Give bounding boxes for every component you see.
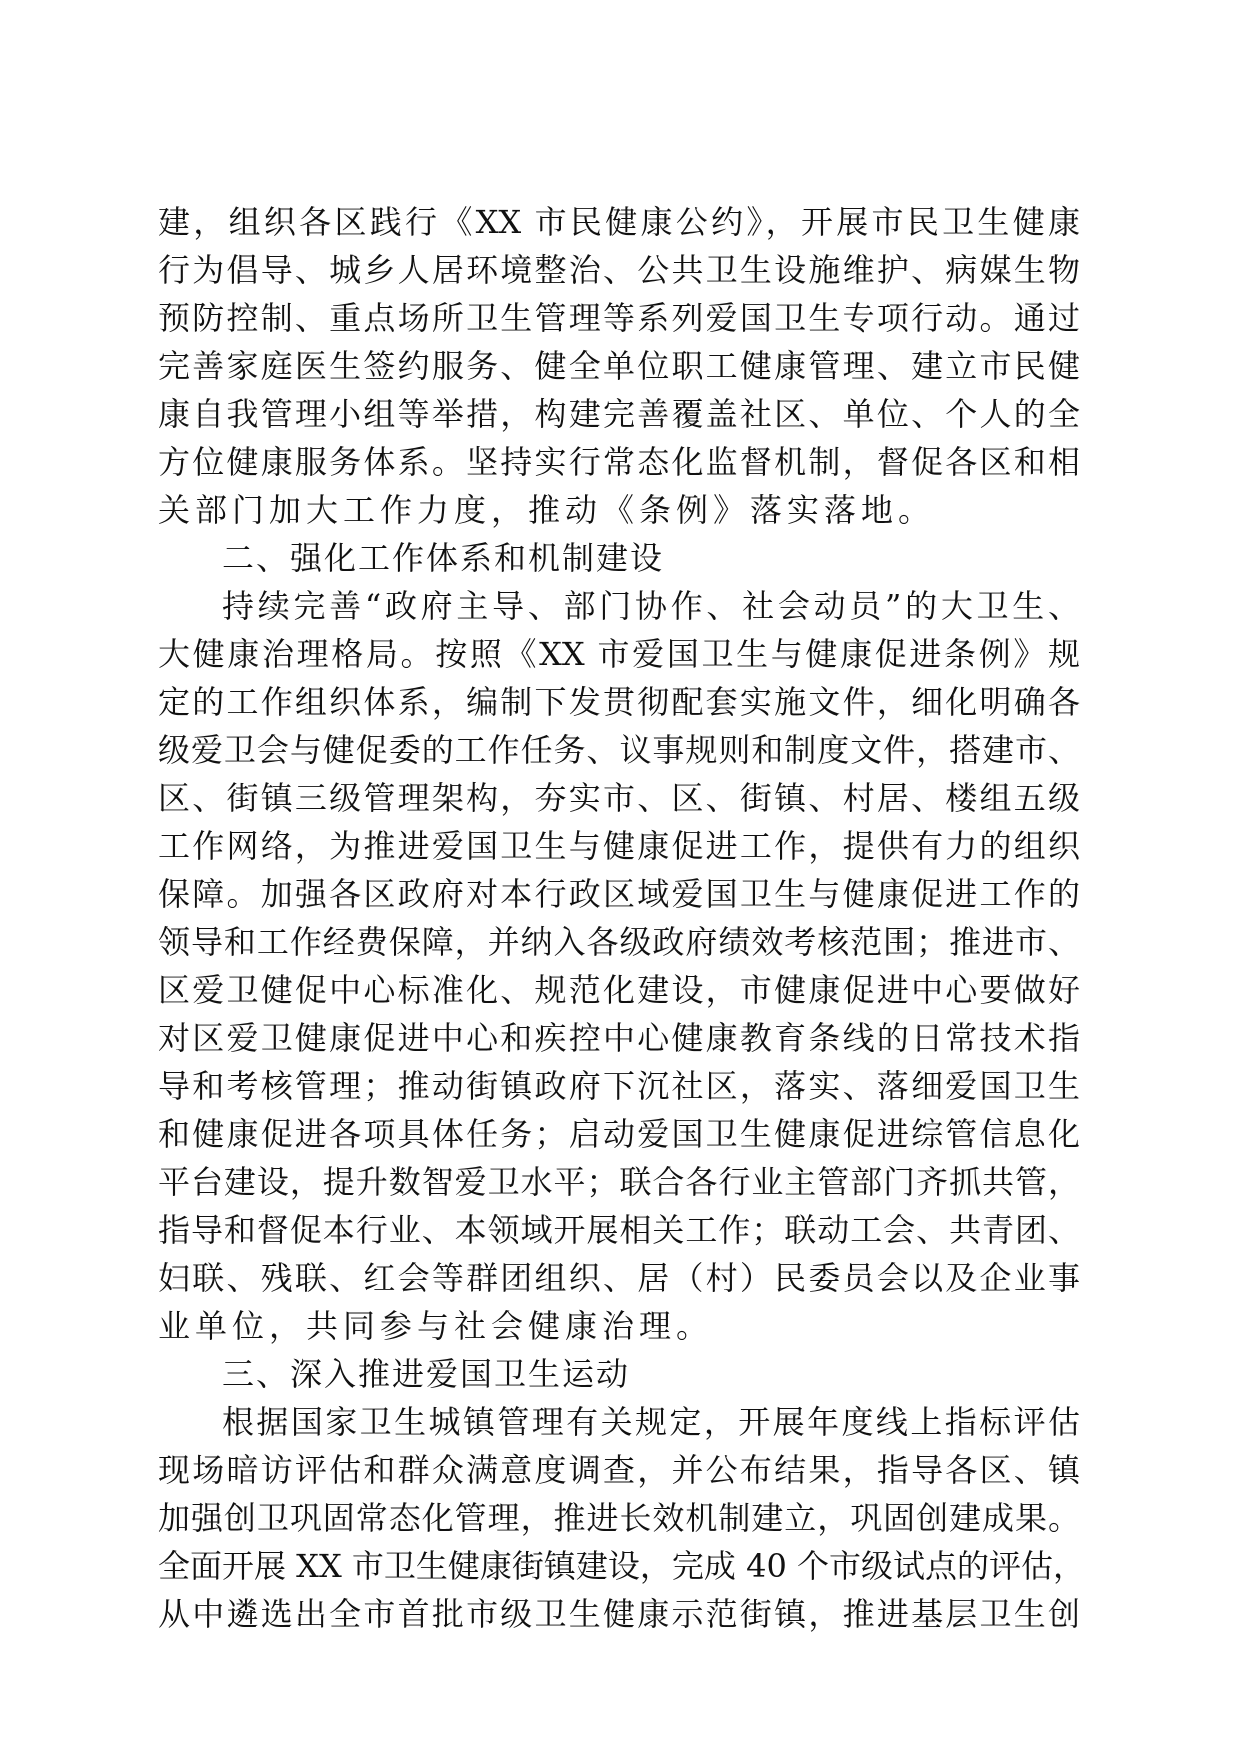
paragraph-line: 平台建设，提升数智爱卫水平；联合各行业主管部门齐抓共管， bbox=[158, 1163, 1080, 1201]
paragraph-line: 方位健康服务体系。坚持实行常态化监督机制，督促各区和相 bbox=[158, 443, 1080, 481]
paragraph-line: 建，组织各区践行《XX 市民健康公约》，开展市民卫生健康 bbox=[158, 203, 1080, 241]
paragraph-line: 对区爱卫健康促进中心和疾控中心健康教育条线的日常技术指 bbox=[158, 1019, 1080, 1057]
paragraph-line: 全面开展 XX 市卫生健康街镇建设，完成 40 个市级试点的评估， bbox=[158, 1547, 1085, 1585]
paragraph-line: 导和考核管理；推动街镇政府下沉社区，落实、落细爱国卫生 bbox=[158, 1067, 1080, 1105]
paragraph-line: 和健康促进各项具体任务；启动爱国卫生健康促进综管信息化 bbox=[158, 1115, 1080, 1153]
paragraph-line: 完善家庭医生签约服务、健全单位职工健康管理、建立市民健 bbox=[158, 347, 1080, 385]
paragraph-line: 行为倡导、城乡人居环境整治、公共卫生设施维护、病媒生物 bbox=[158, 251, 1080, 289]
paragraph-line: 康自我管理小组等举措，构建完善覆盖社区、单位、个人的全 bbox=[158, 395, 1080, 433]
section-heading: 三、深入推进爱国卫生运动 bbox=[222, 1355, 631, 1393]
paragraph-line: 持续完善“政府主导、部门协作、社会动员”的大卫生、 bbox=[222, 587, 1080, 625]
section-heading: 二、强化工作体系和机制建设 bbox=[222, 539, 665, 577]
paragraph-line: 领导和工作经费保障，并纳入各级政府绩效考核范围；推进市、 bbox=[158, 923, 1080, 961]
paragraph-line: 业单位，共同参与社会健康治理。 bbox=[158, 1307, 714, 1345]
paragraph-line: 区爱卫健促中心标准化、规范化建设，市健康促进中心要做好 bbox=[158, 971, 1080, 1009]
paragraph-line: 根据国家卫生城镇管理有关规定，开展年度线上指标评估 bbox=[222, 1403, 1080, 1441]
paragraph-line: 关部门加大工作力度，推动《条例》落实落地。 bbox=[158, 491, 936, 529]
paragraph-line: 级爱卫会与健促委的工作任务、议事规则和制度文件，搭建市、 bbox=[158, 731, 1080, 769]
paragraph-line: 保障。加强各区政府对本行政区域爱国卫生与健康促进工作的 bbox=[158, 875, 1080, 913]
paragraph-line: 大健康治理格局。按照《XX 市爱国卫生与健康促进条例》规 bbox=[158, 635, 1080, 673]
paragraph-line: 预防控制、重点场所卫生管理等系列爱国卫生专项行动。通过 bbox=[158, 299, 1080, 337]
paragraph-line: 定的工作组织体系，编制下发贯彻配套实施文件，细化明确各 bbox=[158, 683, 1080, 721]
paragraph-line: 区、街镇三级管理架构，夯实市、区、街镇、村居、楼组五级 bbox=[158, 779, 1080, 817]
paragraph-line: 妇联、残联、红会等群团组织、居（村）民委员会以及企业事 bbox=[158, 1259, 1080, 1297]
paragraph-line: 加强创卫巩固常态化管理，推进长效机制建立，巩固创建成果。 bbox=[158, 1499, 1080, 1537]
paragraph-line: 从中遴选出全市首批市级卫生健康示范街镇，推进基层卫生创 bbox=[158, 1595, 1080, 1633]
paragraph-line: 指导和督促本行业、本领域开展相关工作；联动工会、共青团、 bbox=[158, 1211, 1080, 1249]
paragraph-line: 工作网络，为推进爱国卫生与健康促进工作，提供有力的组织 bbox=[158, 827, 1080, 865]
paragraph-line: 现场暗访评估和群众满意度调查，并公布结果，指导各区、镇 bbox=[158, 1451, 1080, 1489]
